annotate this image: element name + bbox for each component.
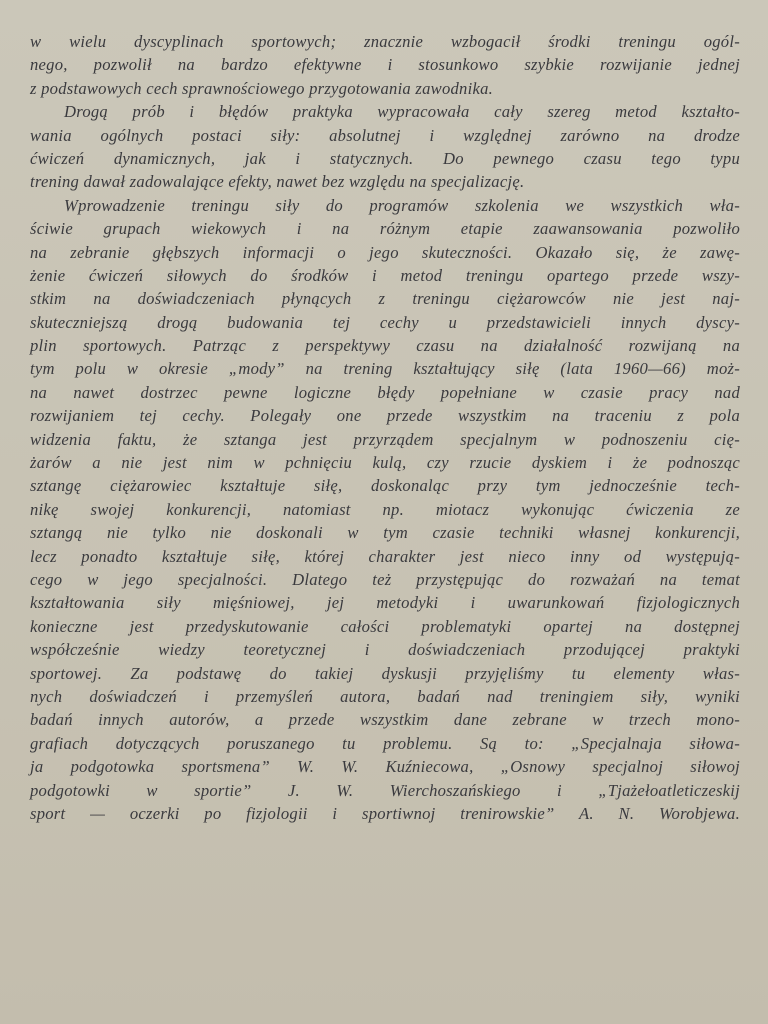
text-line: na nawet dostrzec pewne logiczne błędy popełniane w czasie pracy nad: [30, 382, 740, 402]
body-text: [30, 30, 740, 825]
text-line: stkim na doświadczeniach płynących z treningu ciężarowców nie jest naj-: [30, 289, 740, 309]
text-line: wania ogólnych postaci siły: absolutnej i względnej zarówno na drodze: [30, 125, 740, 145]
text-line: badań innych autorów, a przede wszystkim dane zebrane w trzech mono-: [30, 710, 740, 730]
text-line: żenie ćwiczeń siłowych do środków i metod treningu opartego przede wszy-: [30, 265, 740, 285]
text-line: widzenia faktu, że sztanga jest przyrządem specjalnym w podnoszeniu cię-: [30, 429, 740, 449]
text-line: cego w jego specjalności. Dlatego też przystępując do rozważań na temat: [30, 569, 740, 589]
text-line: ściwie grupach wiekowych i na różnym etapie zaawansowania pozwoliło: [30, 219, 740, 239]
text-line: sportowej. Za podstawę do takiej dyskusji przyjęliśmy tu elementy włas-: [30, 663, 740, 683]
text-line: podgotowki w sportie” J. W. Wierchoszańskiego i „Tjażełoatleticzeskij: [30, 780, 740, 800]
text-line: Drogą prób i błędów praktyka wypracowała cały szereg metod kształto-: [64, 102, 740, 122]
text-line: rozwijaniem tej cechy. Polegały one przede wszystkim na traceniu z pola: [30, 406, 740, 426]
text-line: lecz ponadto kształtuje siłę, której charakter jest nieco inny od występują-: [30, 546, 740, 566]
text-line: w wielu dyscyplinach sportowych; znacznie wzbogacił środki treningu ogól-: [30, 32, 740, 51]
text-line: nych doświadczeń i przemyśleń autora, badań nad treningiem siły, wyniki: [30, 686, 740, 706]
text-line: żarów a nie jest nim w pchnięciu kulą, czy rzucie dyskiem i że podnosząc: [30, 453, 740, 473]
text-line: tym polu w okresie „mody” na trening kształtujący siłę (lata 1960—66) moż-: [30, 359, 740, 379]
text-line: sztangą nie tylko nie doskonali w tym czasie techniki własnej konkurencji,: [30, 523, 740, 543]
text-line: nikę swojej konkurencji, natomiast np. miotacz wykonując ćwiczenia ze: [30, 499, 740, 519]
text-line: ja podgotowka sportsmena” W. W. Kuźniecowa, „Osnowy specjalnoj siłowoj: [30, 757, 740, 777]
text-line: trening dawał zadowalające efekty, nawet bez względu na specjalizację.: [30, 172, 525, 192]
text-line: Wprowadzenie treningu siły do programów szkolenia we wszystkich wła-: [64, 195, 740, 215]
text-line: plin sportowych. Patrząc z perspektywy czasu na działalność rozwijaną na: [30, 336, 740, 356]
text-line: ćwiczeń dynamicznych, jak i statycznych. Do pewnego czasu tego typu: [30, 148, 740, 168]
text-line: sport — oczerki po fizjologii i sportiwnoj trenirowskie” A. N. Worobjewa.: [30, 803, 740, 823]
text-line: konieczne jest przedyskutowanie całości problematyki opartej na dostępnej: [30, 616, 740, 636]
text-line: skuteczniejszą drogą budowania tej cechy u przedstawicieli innych dyscy-: [30, 312, 740, 332]
text-line: grafiach dotyczących poruszanego tu problemu. Są to: „Specjalnaja siłowa-: [30, 733, 740, 753]
text-line: z podstawowych cech sprawnościowego przygotowania zawodnika.: [30, 78, 494, 98]
text-line: sztangę ciężarowiec kształtuje siłę, doskonaląc przy tym jednocześnie tech-: [30, 476, 740, 496]
text-line: współcześnie wiedzy teoretycznej i doświadczeniach przodującej praktyki: [30, 640, 740, 660]
text-line: na zebranie głębszych informacji o jego skuteczności. Okazało się, że zawę-: [30, 242, 740, 262]
text-line: nego, pozwolił na bardzo efektywne i stosunkowo szybkie rozwijanie jednej: [30, 55, 740, 75]
text-line: kształtowania siły mięśniowej, jej metodyki i uwarunkowań fizjologicznych: [30, 593, 740, 613]
